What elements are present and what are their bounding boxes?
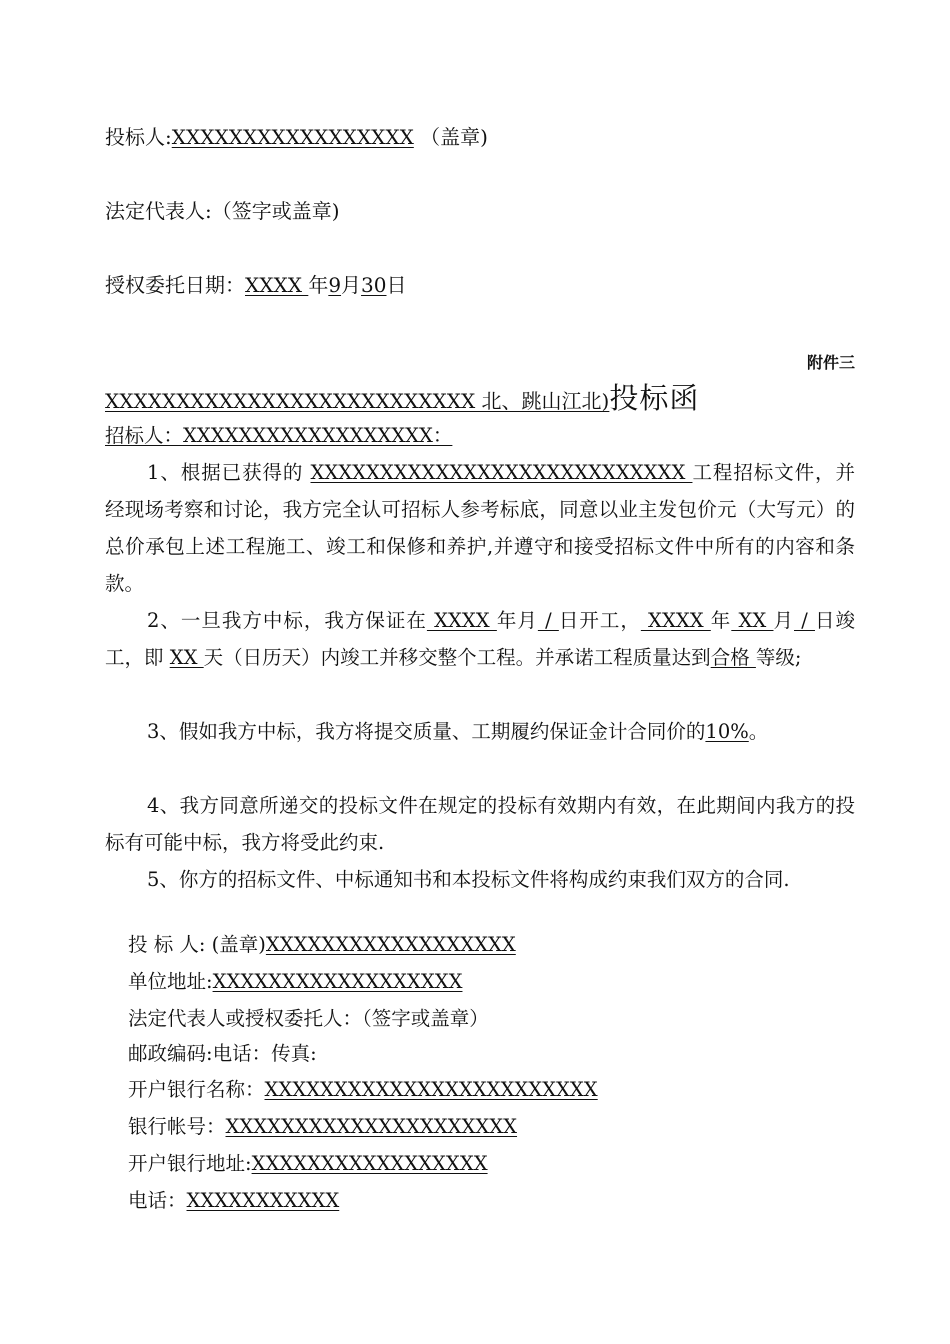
title-project: XXXXXXXXXXXXXXXXXXXXXXXXXX 北、跳山江北) bbox=[105, 389, 610, 413]
auth-date-line bbox=[105, 271, 407, 299]
auth-month: 9 bbox=[328, 273, 342, 297]
bidder-label: 投标人: bbox=[105, 125, 172, 149]
auth-date-label: 授权委托日期： bbox=[105, 273, 245, 297]
auth-day: 30 bbox=[361, 273, 387, 297]
p2-a: 2、一旦我方中标，我方保证在 bbox=[147, 609, 427, 632]
sig-bidder-value: XXXXXXXXXXXXXXXXXX bbox=[265, 933, 516, 956]
sig-address-label: 单位地址: bbox=[128, 970, 213, 993]
auth-year: XXXX bbox=[245, 273, 309, 297]
p1-post: 工程招标文件，并经现场考察和讨论，我方完全认可招标人参考标底，同意以业主发包价元（大写元）的总价承包上述工程施工、竣工和保修和养护,并遵守和接受招标文件中所有的内容和条款。 bbox=[105, 461, 855, 595]
sig-account-label: 银行帐号： bbox=[128, 1115, 226, 1138]
sig-bank-name-line bbox=[128, 1076, 598, 1104]
sig-bank-addr-line bbox=[128, 1150, 488, 1178]
title-main: 投标函 bbox=[609, 381, 700, 415]
sig-account-line bbox=[128, 1113, 517, 1141]
sig-account-value: XXXXXXXXXXXXXXXXXXXXX bbox=[225, 1115, 518, 1138]
sig-postal: 邮政编码:电话：传真: bbox=[128, 1042, 317, 1065]
month-char: 月 bbox=[341, 273, 362, 297]
sig-phone-label: 电话： bbox=[128, 1189, 187, 1212]
p2-g: 天（日历天）内竣工并移交整个工程。并承诺工程质量达到 bbox=[203, 646, 711, 669]
p2-month2: XX bbox=[731, 609, 774, 632]
paragraph-5: 5、你方的招标文件、中标通知书和本投标文件将构成约束我们双方的合同. bbox=[147, 868, 790, 891]
bidder-seal: （盖章) bbox=[413, 125, 488, 149]
sig-address-line bbox=[128, 968, 462, 996]
p2-year1: XXXX bbox=[426, 609, 497, 632]
p2-h: 等级; bbox=[755, 646, 802, 669]
bidder-line bbox=[105, 123, 488, 151]
sig-bidder-line bbox=[128, 931, 516, 959]
sig-bidder-label: 投 标 人: (盖章) bbox=[128, 933, 266, 956]
p2-c: 日开工， bbox=[558, 609, 641, 632]
sig-phone-value: XXXXXXXXXXX bbox=[186, 1189, 340, 1212]
paragraph-2 bbox=[105, 602, 855, 676]
sig-bank-addr-label: 开户银行地址: bbox=[128, 1152, 252, 1175]
p2-d: 年 bbox=[710, 609, 732, 632]
sig-bank-name-label: 开户银行名称： bbox=[128, 1078, 265, 1101]
p1-pre: 1、根据已获得的 bbox=[147, 461, 311, 484]
p2-f: 日竣工，即 bbox=[105, 609, 855, 669]
document-title bbox=[105, 380, 699, 419]
paragraph-1 bbox=[105, 454, 855, 602]
p1-project: XXXXXXXXXXXXXXXXXXXXXXXXXXX bbox=[310, 461, 693, 484]
p2-b: 年月 bbox=[496, 609, 538, 632]
p2-e: 月 bbox=[773, 609, 794, 632]
paragraph-4: 4、我方同意所递交的投标文件在规定的投标有效期内有效，在此期间内我方的投标有可能中标，我方将受此约束. bbox=[105, 794, 855, 854]
sig-address-value: XXXXXXXXXXXXXXXXXX bbox=[212, 970, 463, 993]
sig-bank-addr-value: XXXXXXXXXXXXXXXXX bbox=[251, 1152, 488, 1175]
sig-legal-rep: 法定代表人或授权委托人：（签字或盖章） bbox=[128, 1007, 489, 1030]
tenderer-text: 招标人：XXXXXXXXXXXXXXXXXX： bbox=[105, 424, 453, 447]
legal-rep-line: 法定代表人:（签字或盖章) bbox=[105, 199, 340, 223]
p2-slash2: / bbox=[794, 609, 815, 632]
paragraph-3 bbox=[105, 713, 855, 750]
bidder-value: XXXXXXXXXXXXXXXXX bbox=[171, 125, 414, 149]
p3-b: 。 bbox=[748, 720, 769, 743]
p2-quality: 合格 bbox=[710, 646, 756, 669]
sig-phone-line bbox=[128, 1187, 339, 1215]
p2-days: XX bbox=[169, 646, 204, 669]
day-char: 日 bbox=[386, 273, 407, 297]
p2-slash1: / bbox=[537, 609, 559, 632]
tenderer-line bbox=[105, 422, 452, 450]
year-char: 年 bbox=[308, 273, 329, 297]
annex-label: 附件三 bbox=[806, 353, 855, 372]
sig-bank-name-value: XXXXXXXXXXXXXXXXXXXXXXXX bbox=[264, 1078, 598, 1101]
p3-a: 3、假如我方中标，我方将提交质量、工期履约保证金计合同价的 bbox=[147, 720, 706, 743]
p3-pct: 10% bbox=[705, 720, 749, 743]
p2-year2: XXXX bbox=[640, 609, 711, 632]
